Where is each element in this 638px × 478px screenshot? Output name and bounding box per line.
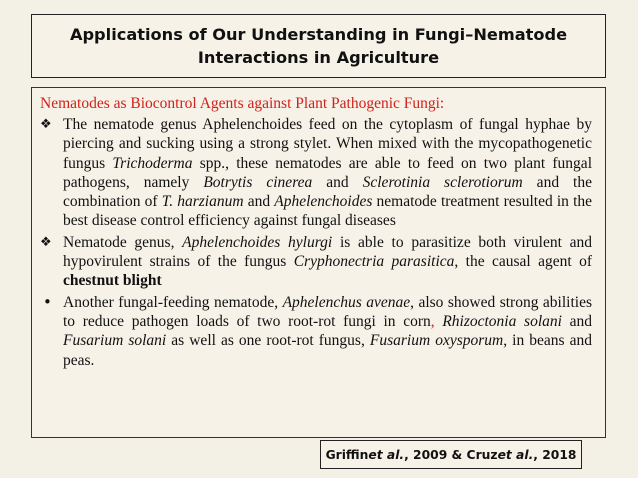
text-span: , the causal agent of bbox=[454, 253, 592, 271]
bullet-point-3 bbox=[40, 293, 592, 370]
title-box bbox=[31, 14, 606, 78]
text-span: as well as one root-rot fungus, bbox=[166, 332, 370, 350]
text-span: spp., these nematodes are able to feed on two plant fungal pathogens, namely bbox=[63, 154, 592, 191]
text-span: , in beans and peas. bbox=[63, 332, 592, 369]
italic-term: Aphelenchoides hylurgi bbox=[182, 233, 333, 251]
content-box bbox=[31, 87, 606, 438]
text-span: and bbox=[312, 173, 363, 191]
italic-term: Botrytis cinerea bbox=[203, 173, 313, 191]
italic-term: Aphelenchus avenae bbox=[282, 293, 411, 311]
round-bullet-icon: • bbox=[43, 292, 52, 311]
text-span: nematode treatment resulted in the best disease control efficiency against fungal diseases bbox=[63, 193, 593, 230]
italic-term: Aphelenchoides bbox=[274, 193, 373, 211]
text-span: is able to parasitize both virulent and hypovirulent strains of the fungus bbox=[63, 233, 592, 271]
bullet-point-2 bbox=[40, 233, 592, 291]
citation-text: Griffin bbox=[325, 447, 369, 462]
citation-box bbox=[320, 440, 582, 469]
text-span: and bbox=[561, 312, 592, 330]
citation-italic: et al. bbox=[497, 447, 534, 462]
text-span: and the combination of bbox=[63, 173, 592, 211]
text-span: The nematode genus Aphelenchoides feed on the cytoplasm of fungal hyphae by piercing and sucking using a strong stylet. When mixed with the mycopathogenetic fungus bbox=[63, 116, 592, 172]
bullet-list bbox=[40, 115, 592, 370]
text-span: , also showed strong abilities to reduce pathogen loads of two root-rot fungi in corn bbox=[63, 293, 593, 330]
italic-term: T. harzianum bbox=[161, 193, 244, 211]
diamond-bullet-icon: ❖ bbox=[40, 117, 52, 132]
text-span: Another fungal-feeding nematode, bbox=[63, 293, 283, 311]
section-heading: Nematodes as Biocontrol Agents against Plant Pathogenic Fungi: bbox=[40, 95, 445, 112]
italic-term: Sclerotinia sclerotiorum bbox=[362, 173, 523, 191]
text-span: and bbox=[243, 193, 275, 211]
citation-text: , 2009 & Cruz bbox=[404, 447, 498, 462]
italic-term: Trichoderma bbox=[112, 154, 193, 172]
italic-term: Fusarium solani bbox=[63, 332, 167, 350]
diamond-bullet-icon: ❖ bbox=[40, 234, 52, 250]
italic-term: Cryphonectria parasitica bbox=[293, 253, 455, 271]
bold-term: chestnut blight bbox=[63, 272, 162, 290]
italic-term: Rhizoctonia solani bbox=[442, 312, 562, 330]
citation-italic: et al. bbox=[368, 447, 405, 462]
slide-title: Applications of Our Understanding in Fungi–Nematode Interactions in Agriculture bbox=[69, 25, 568, 67]
bullet-point-1 bbox=[40, 115, 592, 231]
red-comma: , bbox=[430, 312, 435, 330]
text-span: Nematode genus, bbox=[63, 233, 183, 251]
italic-term: Fusarium oxysporum bbox=[369, 332, 504, 350]
citation-text: , 2018 bbox=[533, 447, 577, 462]
